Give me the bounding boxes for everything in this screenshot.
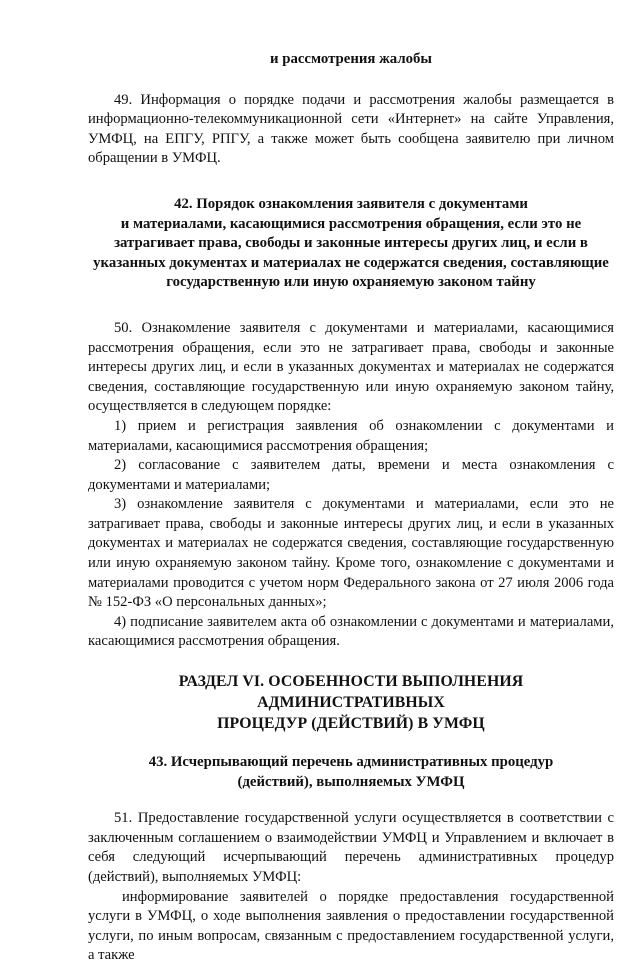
heading-42 [88, 195, 614, 293]
heading-43-line: (действий), выполняемых УМФЦ [237, 773, 465, 790]
paragraph-50: 50. Ознакомление заявителя с документами и материалами, касающимися рассмотрения обращения, если это не затрагивает права, свободы и законные интересы других лиц, и если в указанных документах и материалах не содержатся сведения, составляющие государственную или иную охраняемую законом тайну, осуществляется в следующем порядке: [88, 319, 614, 415]
section-6-title-line: РАЗДЕЛ VI. ОСОБЕННОСТИ ВЫПОЛНЕНИЯ АДМИНИСТРАТИВНЫХ [178, 673, 524, 712]
list-item-50-2: 2) согласование с заявителем даты, времени и места ознакомления с документами и материалами; [88, 457, 614, 493]
heading-43 [88, 753, 614, 792]
section-6-title-line: ПРОЦЕДУР (ДЕЙСТВИЙ) В УМФЦ [217, 715, 485, 733]
heading-complaint-continuation: и рассмотрения жалобы [270, 51, 432, 67]
section-6-title [88, 671, 614, 734]
list-item-50-3: 3) ознакомление заявителя с документами и материалами, если это не затрагивает права, свободы и законные интересы других лиц, и если в указанных документах и материалах не содержатся сведения, составляющие государственную или иную охраняемую законом тайну. Кроме того, ознакомление с документами и материалами проводится с учетом норм Федерального закона от 27 июля 2006 года № 152-ФЗ «О персональных данных»; [88, 496, 614, 611]
list-item-50-4: 4) подписание заявителем акта об ознакомлении с документами и материалами, касающимися рассмотрения обращения. [88, 613, 614, 650]
document-body [88, 50, 614, 966]
heading-43-line: 43. Исчерпывающий перечень административных процедур [148, 754, 554, 771]
heading-42-line: и материалами, касающимися рассмотрения обращения, если это не [120, 215, 582, 232]
heading-42-line: 42. Порядок ознакомления заявителя с документами [174, 195, 528, 212]
list-item-50-1: 1) прием и регистрация заявления об ознакомлении с документами и материалами, касающимися рассмотрения обращения; [88, 417, 614, 454]
paragraph-51: 51. Предоставление государственной услуги осуществляется в соответствии с заключенным соглашением о взаимодействии УМФЦ и Управлением и включает в себя следующий исчерпывающий перечень административных процедур (действий), выполняемых УМФЦ: [88, 810, 614, 885]
paragraph-51-item: информирование заявителей о порядке предоставления государственной услуги в УМФЦ, о ходе выполнения заявления о предоставлении государственной услуги, по иным вопросам, связанным с предоставлением государственной услуги, а также [88, 888, 614, 964]
heading-42-line: указанных документах и материалах не содержатся сведения, составляющие [93, 254, 609, 271]
heading-42-line: государственную или иную охраняемую законом тайну [166, 274, 536, 291]
heading-42-line: затрагивает права, свободы и законные интересы других лиц, и если в [114, 235, 588, 252]
paragraph-49: 49. Информация о порядке подачи и рассмотрения жалобы размещается в информационно-телекоммуникационной сети «Интернет» на сайте Управления, УМФЦ, на ЕПГУ, РПГУ, а также может быть сообщена заявителю при личном обращении в УМФЦ. [88, 91, 614, 167]
